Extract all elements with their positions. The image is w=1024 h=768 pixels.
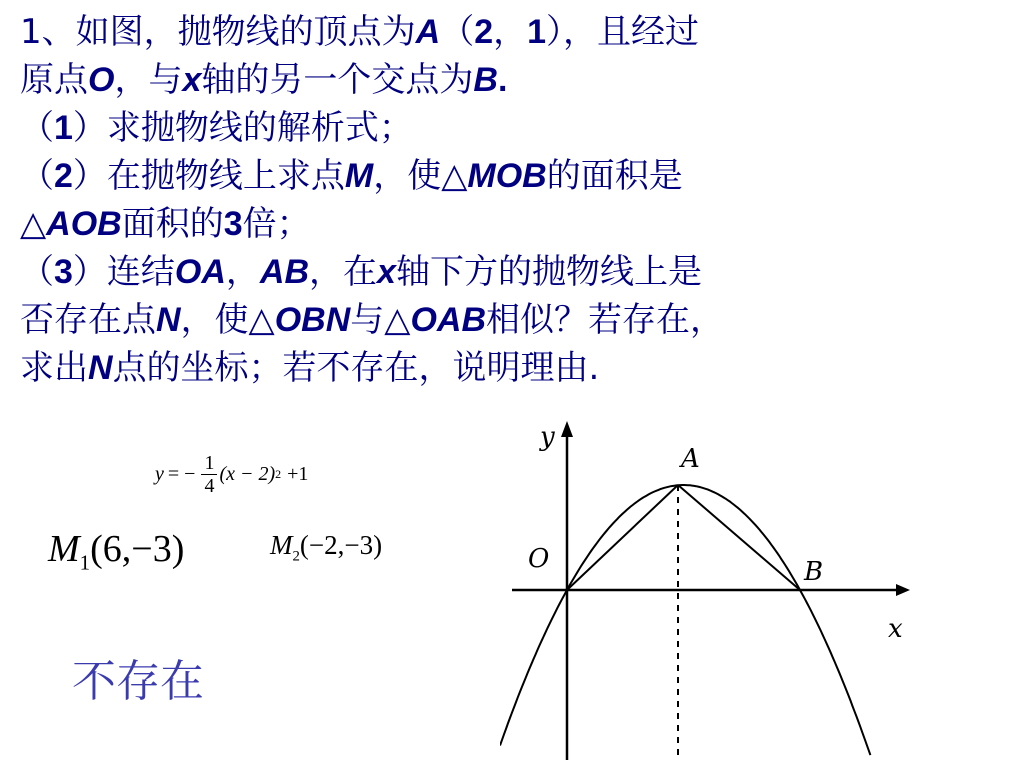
text: 否存在点 (20, 300, 156, 340)
text: （ (440, 12, 475, 52)
formula-fraction (201, 452, 217, 497)
label-a: A (681, 444, 700, 474)
problem-text (20, 8, 1010, 392)
segment-ab-line (678, 485, 800, 590)
formula-y: y (155, 463, 164, 485)
number: 3 (54, 253, 73, 291)
text: 与△ (350, 300, 411, 340)
text: ，在 (309, 252, 378, 292)
text: 倍； (242, 204, 311, 244)
point-n: N (156, 301, 181, 339)
formula-exponent: 2 (275, 467, 282, 481)
text: （ (20, 108, 54, 148)
text: ，使△ (373, 156, 468, 196)
text: ，与 (114, 60, 183, 100)
point-b: B (473, 61, 498, 99)
text: △ (20, 204, 47, 244)
label-y: y (540, 422, 555, 452)
text: ）求抛物线的解析式； (72, 108, 413, 148)
number: 3 (223, 205, 243, 243)
problem-line-2 (20, 56, 1010, 104)
m1-coords: (6,−3) (90, 528, 185, 570)
text: 的面积是 (546, 156, 683, 196)
text: 1、如图，抛物线的顶点为 (20, 12, 416, 52)
problem-line-4 (20, 152, 1010, 200)
answer-m1 (48, 527, 184, 576)
text: （ (20, 156, 54, 196)
parabola-curve (500, 485, 870, 755)
graph-svg (500, 415, 920, 765)
segment-ab: AB (259, 253, 310, 291)
x-axis-arrow-icon (896, 584, 910, 596)
label-x: x (888, 614, 903, 644)
m1-subscript: 1 (79, 550, 91, 575)
m2-coords: (−2,−3) (299, 530, 383, 560)
text: ， (493, 12, 528, 52)
segment-oa-line (567, 485, 678, 590)
text: ，使△ (180, 300, 275, 340)
problem-line-5 (20, 200, 1010, 248)
m2-name: M (270, 530, 293, 560)
text: （ (20, 252, 54, 292)
label-b: B (804, 557, 824, 587)
m2-subscript: 2 (292, 548, 300, 565)
var-x: x (377, 253, 396, 291)
point-m: M (344, 157, 374, 195)
triangle-obn: OBN (274, 301, 351, 339)
var-x: x (182, 61, 202, 99)
text: 面积的 (121, 204, 224, 244)
number: 1 (527, 13, 547, 51)
m1-name: M (48, 528, 80, 570)
segment-oa: OA (174, 253, 226, 291)
text: 相似？若存在， (486, 300, 724, 340)
number: 1 (54, 109, 73, 147)
problem-line-3 (20, 104, 1010, 152)
y-axis-arrow-icon (561, 421, 573, 437)
text: 求出 (20, 348, 88, 388)
text: ）在抛物线上求点 (72, 156, 345, 196)
point-a: A (415, 13, 441, 51)
text: 点的坐标；若不存在，说明理由. (112, 348, 600, 388)
triangle-oab: OAB (410, 301, 486, 339)
fraction-numerator: 1 (204, 452, 215, 474)
formula-body: (x − 2) (219, 463, 276, 485)
point-n: N (88, 349, 113, 387)
text: 原点 (20, 60, 88, 100)
answer-part3: 不存在 (72, 656, 204, 707)
answer-m2 (270, 530, 382, 565)
fraction-denominator: 4 (204, 475, 215, 497)
number: 2 (54, 157, 73, 195)
text: 轴下方的抛物线上是 (395, 252, 702, 292)
problem-line-1 (20, 8, 1010, 56)
problem-line-6 (20, 248, 1010, 296)
text: ， (225, 252, 260, 292)
number: 2 (474, 13, 494, 51)
text: . (497, 61, 508, 99)
formula-tail: +1 (287, 463, 309, 485)
problem-line-7 (20, 296, 1010, 344)
formula-eq: = − (167, 463, 196, 485)
text: ）连结 (72, 252, 175, 292)
problem-line-8 (20, 344, 1010, 392)
triangle-aob: AOB (46, 205, 122, 243)
label-o: O (528, 544, 550, 574)
text: 轴的另一个交点为 (201, 60, 474, 100)
point-o: O (88, 61, 115, 99)
text: ），且经过 (546, 12, 700, 52)
parabola-formula (155, 452, 308, 497)
triangle-mob: MOB (467, 157, 547, 195)
parabola-graph (500, 415, 920, 765)
